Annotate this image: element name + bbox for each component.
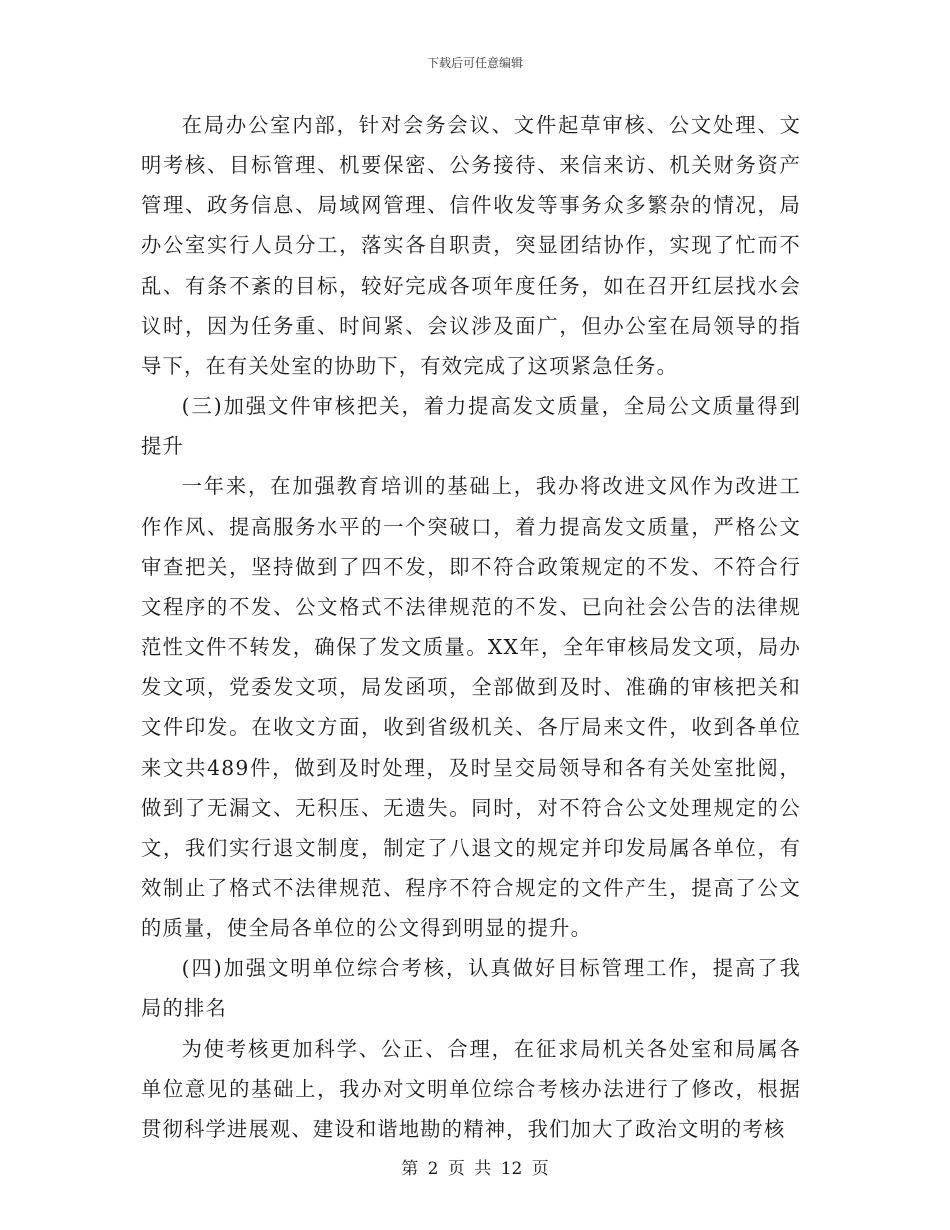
page-header-note: 下载后可任意编辑 <box>426 56 523 70</box>
body-paragraph: 为使考核更加科学、公正、合理，在征求局机关各处室和局属各单位意见的基础上，我办对文明单位综合考核办法进行了修改，根据贯彻科学进展观、建设和谐地勘的精神，我们加大了政治文明的考核 <box>141 1036 801 1141</box>
section-heading: (三)加强文件审核把关，着力提高发文质量，全局公文质量得到提升 <box>141 394 801 459</box>
body-paragraph: 一年来，在加强教育培训的基础上，我办将改进文风作为改进工作作风、提高服务水平的一个突破口，着力提高发文质量，严格公文审查把关，坚持做到了四不发，即不符合政策规定的不发、不符合行文程序的不发、公文格式不法律规范的不发、已向社会公告的法律规范性文件不转发，确保了发文质量。XX年，全年审核局发文项，局办发文项，党委发文项，局发函项，全部做到及时、准确的审核把关和文件印发。在收文方面，收到省级机关、各厅局来文件，收到各单位来文共489件，做到及时处理，及时呈交局领导和各有关处室批阅，做到了无漏文、无积压、无遗失。同时，对不符合公文处理规定的公文，我们实行退文制度，制定了八退文的规定并印发局属各单位，有效制止了格式不法律规范、程序不符合规定的文件产生，提高了公文的质量，使全局各单位的公文得到明显的提升。 <box>141 474 801 941</box>
page-number: 第 2 页 共 12 页 <box>401 1159 549 1179</box>
document-body <box>141 105 801 1149</box>
body-paragraph: 在局办公室内部，针对会务会议、文件起草审核、公文处理、文明考核、目标管理、机要保密、公务接待、来信来访、机关财务资产管理、政务信息、局域网管理、信件收发等事务众多繁杂的情况，局办公室实行人员分工，落实各自职责，突显团结协作，实现了忙而不乱、有条不紊的目标，较好完成各项年度任务，如在召开红层找水会议时，因为任务重、时间紧、会议涉及面广，但办公室在局领导的指导下，在有关处室的协助下，有效完成了这项紧急任务。 <box>141 113 801 378</box>
section-heading: (四)加强文明单位综合考核，认真做好目标管理工作，提高了我局的排名 <box>141 956 801 1021</box>
